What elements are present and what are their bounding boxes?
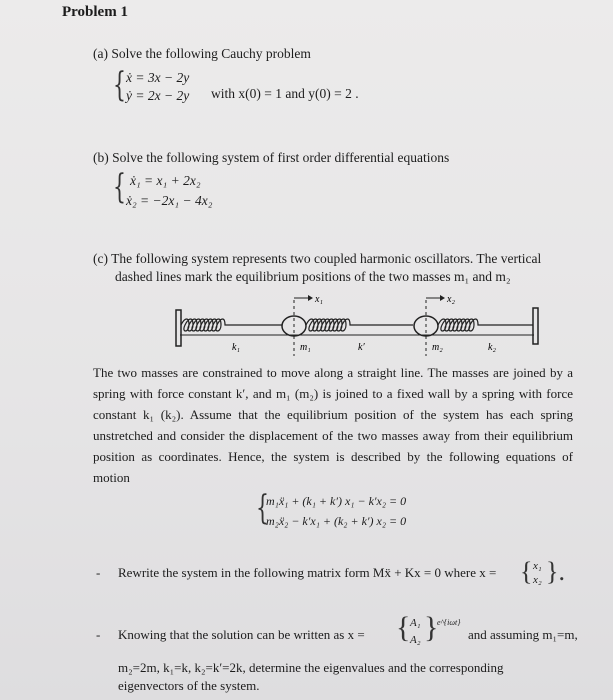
bullet2-exponential: e^{iωt} bbox=[437, 618, 461, 627]
problem-title: Problem 1 bbox=[62, 4, 128, 20]
x2-label: x₂ bbox=[447, 294, 455, 305]
m2-label: m₂ bbox=[432, 342, 443, 353]
spring-k-prime bbox=[306, 319, 413, 331]
part-b-label: (b) Solve the following system of first order differential equations bbox=[93, 150, 450, 165]
part-c-paragraph: The two masses are constrained to move along a straight line. The masses are joined by a spring with force constant k′, and m₁ (m₂) is joined to a fixed wall by a spring with force constant k₁ (k₂). Assume that the equilibrium position of the system has each spring unstretched and consider the displacement of the two masses away from their equilibrium position as coordinates. Hence, the system is described by the following equations of motion bbox=[93, 365, 573, 485]
bullet2-vector-brace-right: } bbox=[424, 611, 439, 644]
part-a-brace: { bbox=[113, 65, 126, 105]
left-wall bbox=[176, 310, 181, 346]
k-prime-label: k′ bbox=[358, 342, 365, 353]
bullet1-text: Rewrite the system in the following matrix form Mẍ + Kx = 0 where x = bbox=[118, 565, 497, 580]
part-b-eq1: ẋ₁ = x₁ + 2x₂ bbox=[130, 173, 201, 188]
bullet2-vec-top: A₁ bbox=[410, 617, 421, 629]
bullet-dash-1: - bbox=[96, 565, 101, 580]
part-c-line2: dashed lines mark the equilibrium positions of the two masses m₁ and m₂ bbox=[115, 269, 511, 284]
part-b-brace: { bbox=[113, 167, 126, 207]
spring-k1 bbox=[181, 319, 282, 331]
bullet2-line3: eigenvectors of the system. bbox=[118, 678, 260, 693]
m1-label: m₁ bbox=[300, 342, 311, 353]
bullet-dash-2: - bbox=[96, 627, 101, 642]
bullet2-vector-brace-left: { bbox=[396, 611, 411, 644]
eom-eq1: m₁ẍ₁ + (k₁ + k′) x₁ − k′x₂ = 0 bbox=[266, 494, 407, 508]
bullet1-vec-top: x₁ bbox=[533, 560, 542, 572]
x1-arrowhead bbox=[308, 295, 313, 301]
bullet2-line2: m₂=2m, k₁=k, k₂=k′=2k, determine the eigenvalues and the corresponding bbox=[118, 660, 504, 675]
coupled-oscillator-figure bbox=[170, 290, 550, 358]
bullet2-text-start: Knowing that the solution can be written as x = bbox=[118, 627, 365, 642]
part-a-eq2: ẏ = 2x − 2y bbox=[126, 88, 190, 103]
bullet1-vector-brace-left: { bbox=[520, 557, 533, 586]
x1-label: x₁ bbox=[315, 294, 323, 305]
part-c-line1: (c) The following system represents two coupled harmonic oscillators. The vertical bbox=[93, 251, 542, 266]
k2-label: k₂ bbox=[488, 342, 496, 353]
part-a-label: (a) Solve the following Cauchy problem bbox=[93, 46, 311, 61]
eom-brace: { bbox=[256, 488, 269, 528]
bullet2-vec-bottom: A₂ bbox=[410, 634, 421, 646]
bullet2-text-end: and assuming m₁=m, bbox=[468, 627, 578, 642]
right-wall bbox=[533, 308, 538, 344]
bullet1-vector-brace-right: }. bbox=[546, 557, 565, 586]
spring-k2 bbox=[438, 319, 533, 331]
eom-eq2: m₂ẍ₂ − k′x₁ + (k₂ + k′) x₂ = 0 bbox=[266, 514, 407, 528]
part-b-eq2: ẋ₂ = −2x₁ − 4x₂ bbox=[126, 193, 213, 208]
part-a-condition: with x(0) = 1 and y(0) = 2 . bbox=[211, 86, 359, 101]
x2-arrowhead bbox=[440, 295, 445, 301]
k1-label: k₁ bbox=[232, 342, 240, 353]
bullet1-vec-bottom: x₂ bbox=[533, 574, 542, 586]
part-a-eq1: ẋ = 3x − 2y bbox=[126, 70, 190, 85]
